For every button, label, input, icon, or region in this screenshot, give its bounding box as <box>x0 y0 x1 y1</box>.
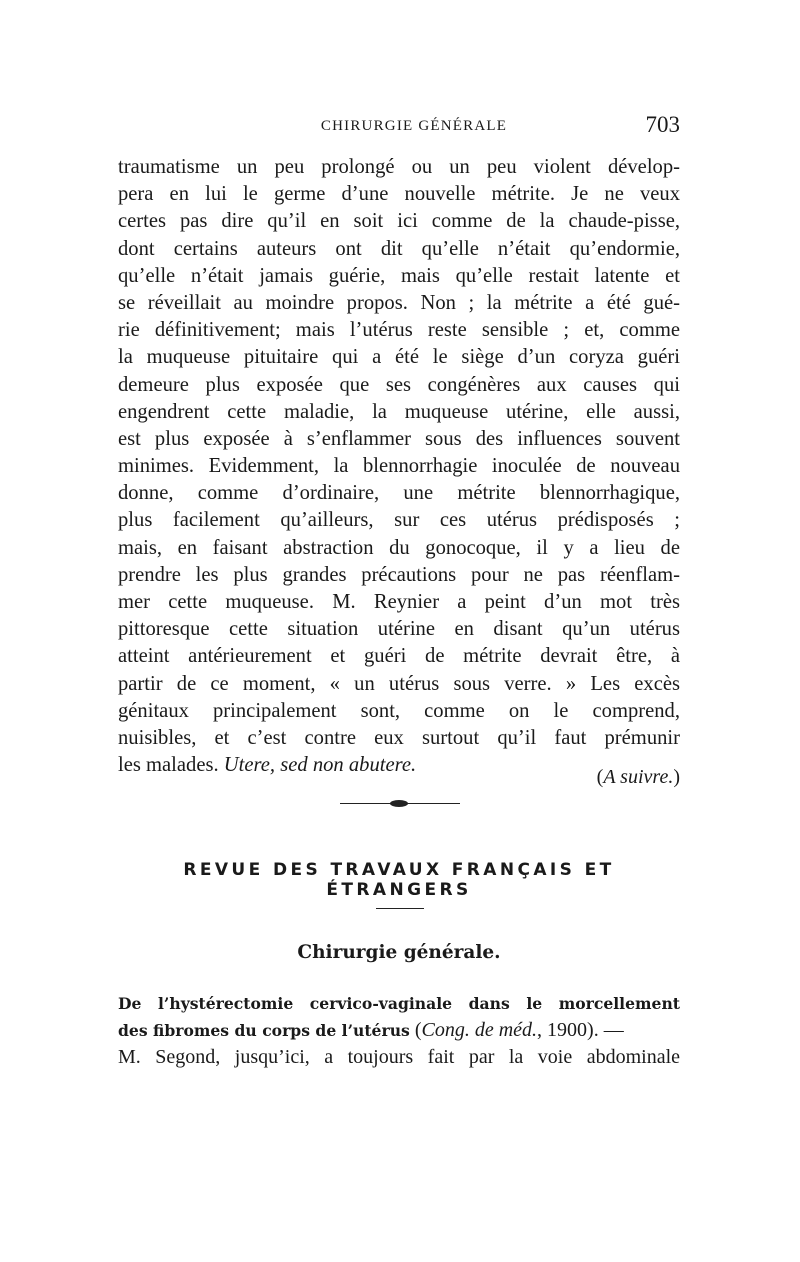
ornament-knob <box>390 800 408 807</box>
subsection-title: Chirurgie générale. <box>297 942 501 963</box>
text-line: rie définitivement; mais l’utérus reste sensible ; et, comme <box>118 319 680 342</box>
text-line: demeure plus exposée que ses congénères aux causes qui <box>118 373 680 396</box>
to-be-continued-text: A suivre. <box>603 766 674 788</box>
article <box>118 990 680 1071</box>
text-line: plus facilement qu’ailleurs, sur ces utérus prédisposés ; <box>118 509 680 532</box>
text-line: minimes. Evidemment, la blennorrhagie inoculée de nouveau <box>118 455 680 478</box>
body-paragraph <box>118 154 680 779</box>
text-line: mais, en faisant abstraction du gonocoque, il y a lieu de <box>118 536 680 559</box>
article-title-line <box>118 1017 680 1044</box>
text-line: atteint antérieurement et guéri de métrite devrait être, à <box>118 645 680 668</box>
text-line: qu’elle n’était jamais guérie, mais qu’elle restait latente et <box>118 264 680 287</box>
section-title: REVUE DES TRAVAUX FRANÇAIS ET ÉTRANGERS <box>183 860 615 900</box>
citation-rest: , 1900). — <box>537 1019 624 1041</box>
text-line: mer cette muqueuse. M. Reynier a peint d’un mot très <box>118 591 680 613</box>
paren-open: ( <box>596 766 604 788</box>
text-line: pittoresque cette situation utérine en disant qu’un utérus <box>118 618 680 641</box>
text-line: est plus exposée à s’enflammer sous des influences souvent <box>118 427 680 450</box>
article-text-line: M. Segond, jusqu’ici, a toujours fait par la voie abdominale <box>118 1046 680 1068</box>
article-title-part1: De l’hystérectomie cervico-vaginale dans le morcellement <box>118 994 680 1013</box>
page-number: 703 <box>645 112 680 137</box>
running-title: CHIRURGIE GÉNÉRALE <box>320 118 508 134</box>
to-be-continued <box>597 766 680 789</box>
citation-journal: Cong. de méd. <box>421 1019 538 1041</box>
text-line: donne, comme d’ordinaire, une métrite blennorrhagique, <box>118 482 680 505</box>
text-line: nuisibles, et c’est contre eux surtout qu’il faut prémunir <box>118 726 680 749</box>
citation-open: ( <box>409 1019 422 1041</box>
text-line: prendre les plus grandes précautions pour ne pas réenflam- <box>118 563 680 586</box>
article-title-part2: des fibromes du corps de l’utérus <box>118 1021 410 1040</box>
text-line: se réveillait au moindre propos. Non ; la métrite a été gué- <box>118 291 680 314</box>
text-line: dont certains auteurs ont dit qu’elle n’était qu’endormie, <box>118 237 680 260</box>
text-line: traumatisme un peu prolongé ou un peu violent dévelop- <box>118 156 680 178</box>
article-title-line <box>118 990 680 1017</box>
text-line: pera en lui le germe d’une nouvelle métrite. Je ne veux <box>118 183 680 206</box>
text-line: engendrent cette maladie, la muqueuse utérine, elle aussi, <box>118 400 680 423</box>
text-line: partir de ce moment, « un utérus sous verre. » Les excès <box>118 672 680 695</box>
paren-close: ) <box>673 766 680 788</box>
latin-quote: Utere, sed non abutere. <box>223 754 417 777</box>
ornament-divider <box>340 798 460 808</box>
running-header <box>118 114 680 144</box>
text-line: la muqueuse pituitaire qui a été le siège d’un coryza guéri <box>118 346 680 369</box>
last-line-text: les malades. <box>118 754 224 777</box>
text-line: génitaux principalement sont, comme on le comprend, <box>118 699 680 722</box>
text-line: certes pas dire qu’il en soit ici comme de la chaude-pisse, <box>118 210 680 233</box>
section-rule <box>376 908 424 909</box>
